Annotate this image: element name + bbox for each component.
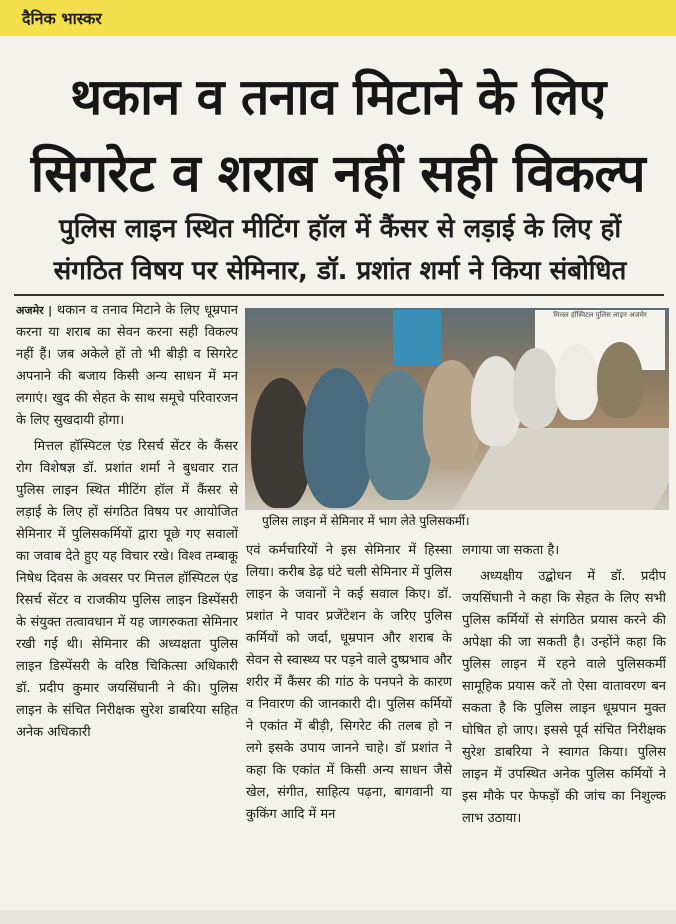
seminar-photo <box>245 308 669 510</box>
column2-para1: एवं कर्मचारियों ने इस सेमिनार में हिस्सा लिया। करीब डेढ़ घंटे चली सेमिनार में पुलिस लाइन के जवानों ने कई सवाल किए। डॉ. प्रशांत ने पावर प्रजेंटेशन के जरिए पुलिस कर्मियों को जर्दा, धूम्रपान और शराब के सेवन से स्वास्थ्य पर पड़ने वाले दुष्प्रभाव और शरीर में कैंसर की गांठ के पनपने के कारण व निवारण की जानकारी दी। पुलिस कर्मियों ने एकांत में बीड़ी, सिगरेट की तलब हो न लगे इसके उपाय जानने चाहे। डॉ प्रशांत ने कहा कि एकांत में किसी अन्य साधन जैसे खेल, संगीत, साहित्य पढ़ना, बागवानी या कुकिंग आदि में मन <box>246 543 452 822</box>
dateline: अजमेर | <box>16 304 53 317</box>
article-column-1 <box>16 300 238 912</box>
headline-line-1: थकान व तनाव मिटाने के लिए <box>70 68 606 126</box>
newspaper-logo: दैनिक भास्कर <box>22 9 102 28</box>
photo-person <box>555 344 599 420</box>
masthead <box>0 0 676 36</box>
article-column-3 <box>462 540 666 912</box>
photo-person <box>303 368 373 508</box>
headline-rule <box>14 294 664 296</box>
column1-para2: मित्तल हॉस्पिटल एंड रिसर्च सेंटर के कैंसर रोग विशेषज्ञ डॉ. प्रशांत शर्मा ने बुधवार रात पुलिस लाइन स्थित मीटिंग हॉल में कैंसर से लड़ाई के लिए हों संगठित विषय पर आयोजित सेमिनार में पुलिसकर्मियों द्वारा पूछे गए सवालों का जवाब देते हुए यह विचार रखे। विश्व तम्बाकू निषेध दिवस के अवसर पर मित्तल हॉस्पिटल एंड रिसर्च सेंटर व राजकीय पुलिस लाइन डिस्पेंसरी के संयुक्त तत्वावधान में यह जागरुकता सेमिनार रखी गई थी। सेमिनार की अध्यक्षता पुलिस लाइन डिस्पेंसरी के वरिष्ठ चिकित्सा अधिकारी डॉ. प्रदीप कुमार जयसिंघानी ने की। पुलिस लाइन के संचित निरीक्षक सुरेश डाबरिया सहित अनेक अधिकारी <box>16 439 238 740</box>
photo-caption: पुलिस लाइन में सेमिनार में भाग लेते पुलिसकर्मी। <box>262 514 470 528</box>
article-column-2 <box>246 540 452 912</box>
photo-banner: मित्तल हॉस्पिटल पुलिस लाइन अजमेर <box>535 310 665 370</box>
photo-person <box>597 342 643 418</box>
subheadline-line-1: पुलिस लाइन स्थित मीटिंग हॉल में कैंसर से लड़ाई के लिए हों <box>58 214 622 244</box>
photo-person <box>251 378 311 508</box>
column3-para1: लगाया जा सकता है। <box>462 543 560 558</box>
photo-person <box>513 348 559 428</box>
column3-para2: अध्यक्षीय उद्बोधन में डॉ. प्रदीप जयसिंघानी ने कहा कि सेहत के लिए सभी पुलिस कर्मियों से संगठित प्रयास करने की अपेक्षा की जा सकती है। उन्होंने कहा कि पुलिस लाइन में रहने वाले पुलिसकर्मी सामूहिक प्रयास करें तो ऐसा वातावरण बन सकता है कि पुलिस लाइन धूम्रपान मुक्त घोषित हो जाए। इससे पूर्व संचित निरीक्षक सुरेश डाबरिया ने स्वागत किया। पुलिस लाइन में उपस्थित अनेक पुलिस कर्मियों ने इस मौके पर फेफड़ों की जांच का निशुल्क लाभ उठाया। <box>462 569 666 826</box>
headline-line-2: सिगरेट व शराब नहीं सही विकल्प <box>30 144 646 204</box>
column1-para1: थकान व तनाव मिटाने के लिए धूम्रपान करना या शराब का सेवन करना सही विकल्प नहीं हैं। जब अकेले हों तो भी बीड़ी व सिगरेट अपनाने की बजाय किसी अन्य साधन में मन लगाएं। खुद की सेहत के साथ समूचे परिवारजन के लिए सुखदायी होगा। <box>16 303 238 428</box>
page-bottom-edge <box>0 910 676 924</box>
photo-person <box>365 370 431 500</box>
subheadline-line-2: संगठित विषय पर सेमिनार, डॉ. प्रशांत शर्मा ने किया संबोधित <box>53 256 627 286</box>
photo-blue-banner <box>393 310 441 366</box>
